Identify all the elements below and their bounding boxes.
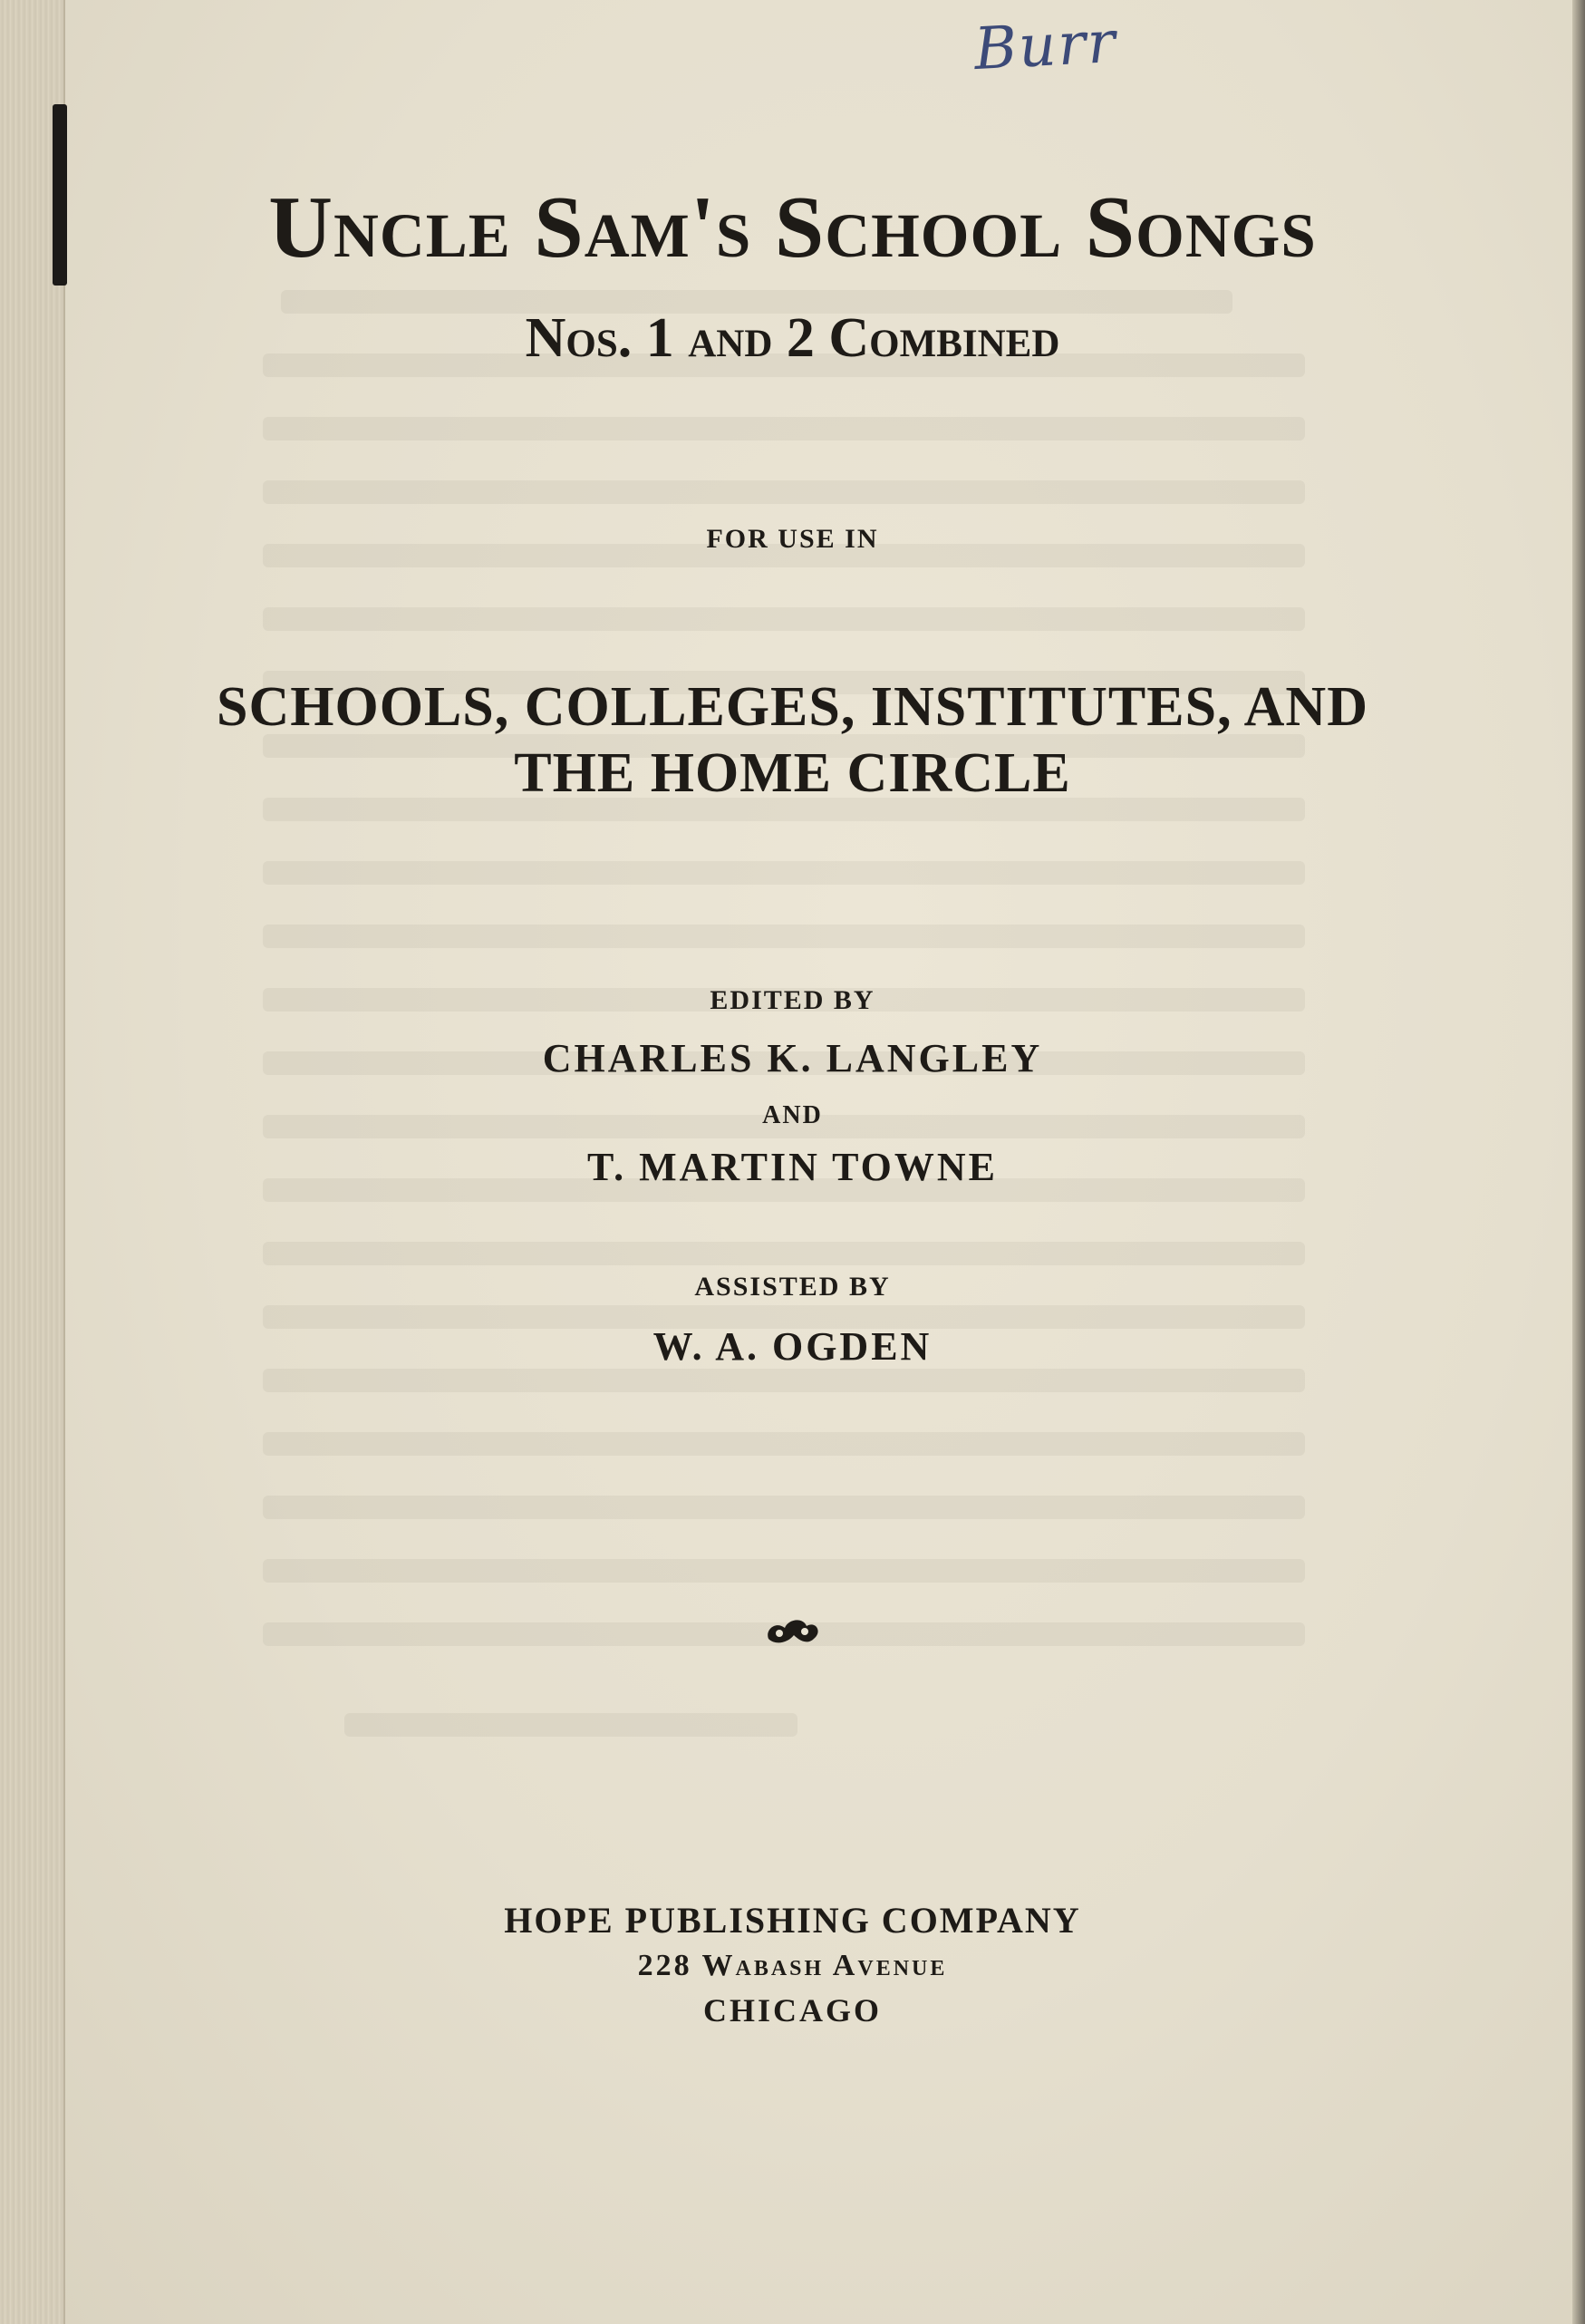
publisher-name: HOPE PUBLISHING COMPANY xyxy=(504,1900,1081,1941)
and-label: AND xyxy=(762,1101,823,1129)
edited-by-label: EDITED BY xyxy=(710,985,875,1015)
publisher-address: 228 Wabash Avenue xyxy=(637,1949,948,1982)
publisher-city: CHICAGO xyxy=(702,1992,882,2029)
book-title: Uncle Sam's School Songs xyxy=(268,179,1317,276)
editor-name-2: T. MARTIN TOWNE xyxy=(587,1145,998,1189)
assistant-name: W. A. OGDEN xyxy=(652,1324,933,1369)
audience-line-1: SCHOOLS, COLLEGES, INSTITUTES, AND xyxy=(217,676,1368,738)
printer-ornament-icon xyxy=(761,1613,825,1650)
for-use-in-label: FOR USE IN xyxy=(706,524,879,554)
audience-line-2: THE HOME CIRCLE xyxy=(514,742,1071,804)
book-subtitle: Nos. 1 and 2 Combined xyxy=(525,307,1060,369)
handwritten-signature: Burr xyxy=(972,8,1119,84)
editor-name-1: CHARLES K. LANGLEY xyxy=(542,1036,1043,1080)
assisted-by-label: ASSISTED BY xyxy=(694,1272,891,1302)
